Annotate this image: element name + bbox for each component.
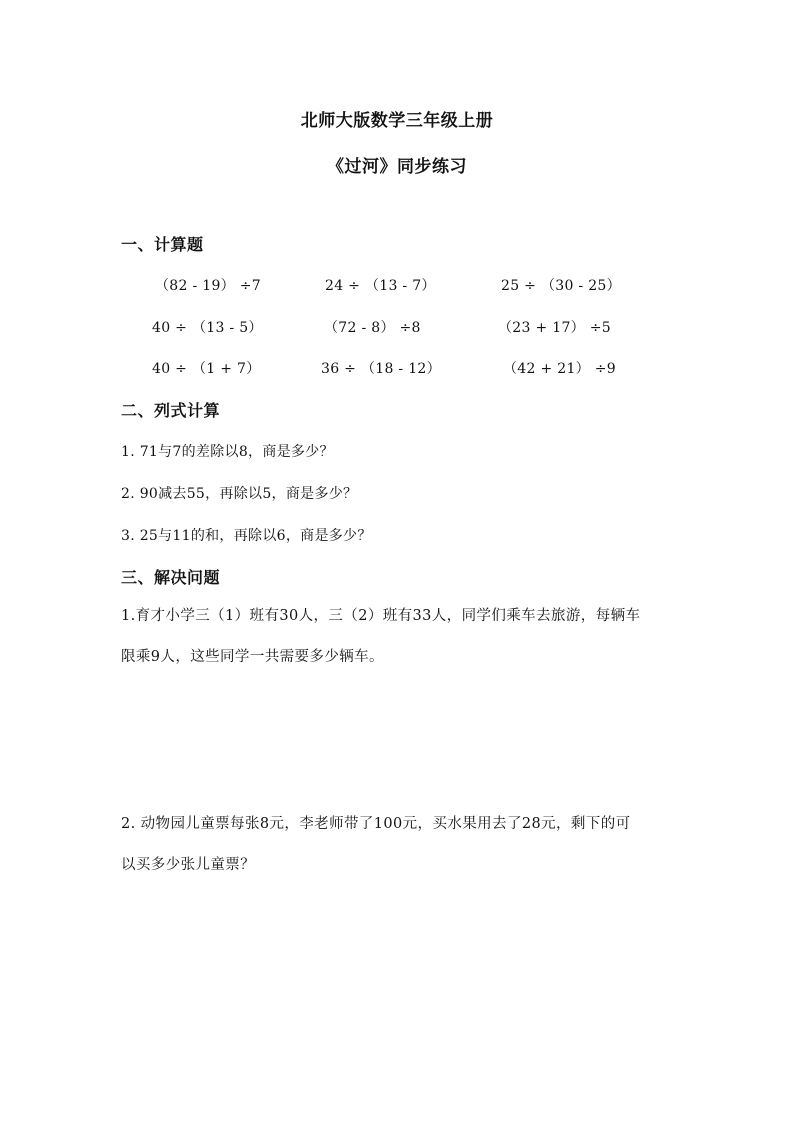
word-problem-line: 1.育才小学三（1）班有30人，三（2）班有33人，同学们乘车去旅游，每辆车 <box>121 608 641 624</box>
word-problem-line: 2. 动物园儿童票每张8元，李老师带了100元，买水果用去了28元，剩下的可 <box>121 816 631 832</box>
calc-item: 36 ÷ （18 - 12） <box>321 361 441 377</box>
calc-item: （82 - 19） ÷7 <box>155 278 261 294</box>
word-problem <box>121 596 681 678</box>
document-title: 北师大版数学三年级上册 <box>300 111 494 131</box>
question-item: 2. 90减去55，再除以5，商是多少？ <box>121 486 358 502</box>
question-item: 1. 71与7的差除以8，商是多少？ <box>121 444 334 460</box>
word-problem-line: 限乘9人，这些同学一共需要多少辆车。 <box>121 649 384 665</box>
calc-item: 40 ÷ （13 - 5） <box>152 320 263 336</box>
calc-item: 40 ÷ （1 + 7） <box>152 361 261 377</box>
word-problem-line: 以买多少张儿童票？ <box>121 857 256 873</box>
word-problem <box>121 804 681 886</box>
document-subtitle: 《过河》同步练习 <box>327 157 467 177</box>
calc-item: （42 + 21） ÷9 <box>503 361 616 377</box>
section-heading-written-calculation: 二、列式计算 <box>121 401 221 420</box>
question-item: 3. 25与11的和，再除以6，商是多少？ <box>121 528 372 544</box>
calc-item: 24 ÷ （13 - 7） <box>325 278 436 294</box>
calc-item: （72 - 8） ÷8 <box>324 320 421 336</box>
calc-item: （23 + 17） ÷5 <box>498 320 611 336</box>
section-heading-calculation: 一、计算题 <box>121 235 204 254</box>
section-heading-problem-solving: 三、解决问题 <box>121 568 221 587</box>
calc-item: 25 ÷ （30 - 25） <box>501 278 621 294</box>
